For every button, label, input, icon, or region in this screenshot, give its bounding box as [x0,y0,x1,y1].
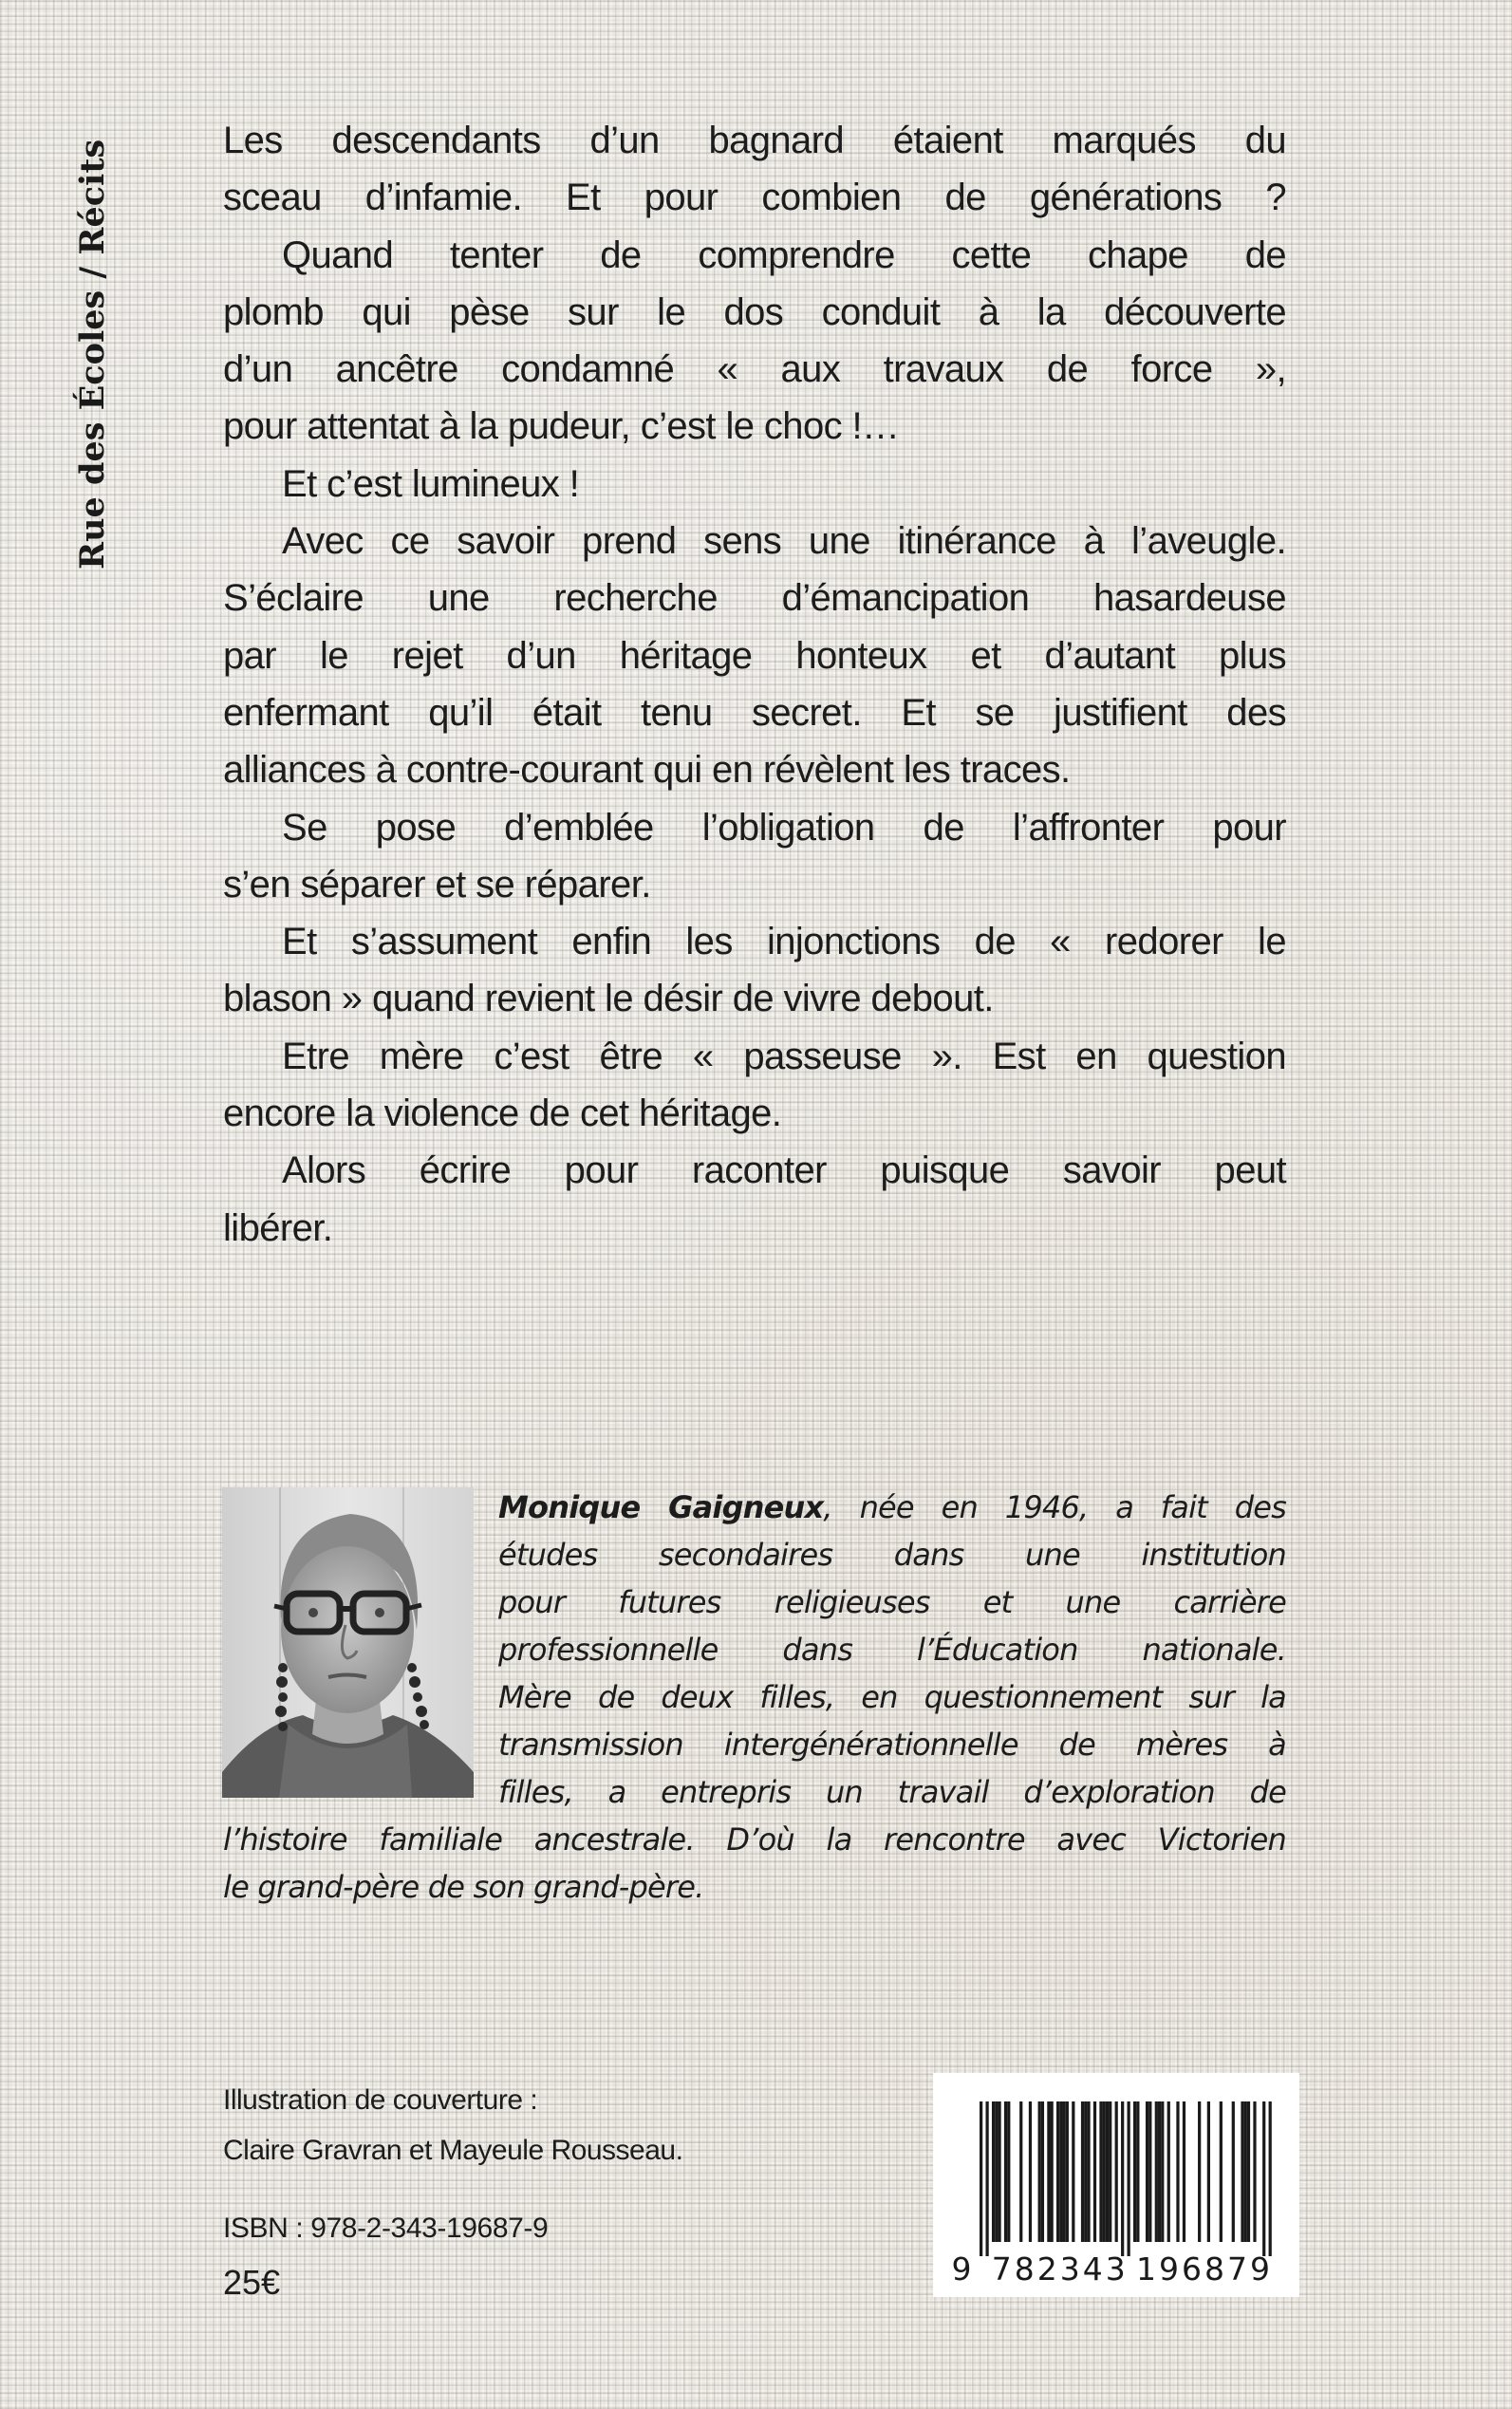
blurb-line: Alors écrire pour raconter puisque savoir peut [282,1149,1286,1192]
bio-line: Monique Gaigneux, née en 1946, a fait des [498,1489,1286,1525]
blurb-line: Quand tenter de comprendre cette chape de [282,233,1286,276]
portrait-image-icon [222,1487,474,1798]
bio-line: le grand-père de son grand-père. [223,1869,704,1905]
blurb-line: plomb qui pèse sur le dos conduit à la découverte [223,290,1286,333]
bio-line: transmission intergénérationnelle de mères à [498,1727,1286,1763]
svg-text:196879: 196879 [1136,2250,1273,2288]
svg-text:782343: 782343 [991,2250,1129,2288]
illustration-credits [223,2075,682,2176]
svg-text:9: 9 [951,2250,972,2288]
blurb-line: libérer. [223,1206,333,1249]
author-photo [222,1487,474,1798]
blurb-line: pour attentat à la pudeur, c’est le choc !… [223,405,900,448]
author-bio [498,1484,1286,1816]
barcode-icon [933,2073,1299,2297]
blurb-line: Et c’est lumineux ! [282,462,580,505]
blurb-line: blason » quand revient le désir de vivre debout. [223,978,994,1020]
blurb-line: S’éclaire une recherche d’émancipation hasardeuse [223,577,1286,620]
back-cover-blurb [223,112,1286,1257]
bio-line: études secondaires dans une institution [498,1537,1286,1573]
blurb-line: enfermant qu’il était tenu secret. Et se justifient des [223,691,1286,734]
spine-series-label: Rue des Écoles / Récits [73,139,112,570]
price-text: 25€ [223,2263,281,2302]
blurb-line: Les descendants d’un bagnard étaient marqués du [223,120,1286,161]
blurb-line: sceau d’infamie. Et pour combien de générations ? [223,177,1286,219]
blurb-line: Et s’assument enfin les injonctions de « redorer le [282,921,1286,963]
blurb-line: encore la violence de cet héritage. [223,1092,782,1135]
illustration-label: Illustration de couverture : [223,2084,538,2116]
blurb-line: Se pose d’emblée l’obligation de l’affronter pour [282,806,1286,849]
isbn-text: ISBN : 978-2-343-19687-9 [223,2213,549,2244]
isbn-barcode [933,2073,1299,2297]
blurb-line: par le rejet d’un héritage honteux et d’autant plus [223,634,1286,677]
blurb-line: s’en séparer et se réparer. [223,863,651,906]
blurb-line: alliances à contre-courant qui en révèlent les traces. [223,749,1071,792]
bio-line: pour futures religieuses et une carrière [498,1584,1286,1620]
illustration-artists: Claire Gravran et Mayeule Rousseau. [223,2135,683,2166]
blurb-line: d’un ancêtre condamné « aux travaux de force », [223,348,1286,391]
bio-line: professionnelle dans l’Éducation nationale. [498,1632,1286,1668]
author-bio-continued [223,1816,1286,1911]
bio-line: l’histoire familiale ancestrale. D’où la rencontre avec Victorien [223,1821,1286,1858]
bio-line: Mère de deux filles, en questionnement sur la [498,1679,1286,1715]
author-name: Monique Gaigneux [498,1489,824,1525]
blurb-line: Avec ce savoir prend sens une itinérance à l’aveugle. [282,520,1286,563]
blurb-line: Etre mère c’est être « passeuse ». Est en question [282,1035,1286,1077]
bio-line: filles, a entrepris un travail d’exploration de [498,1774,1286,1810]
